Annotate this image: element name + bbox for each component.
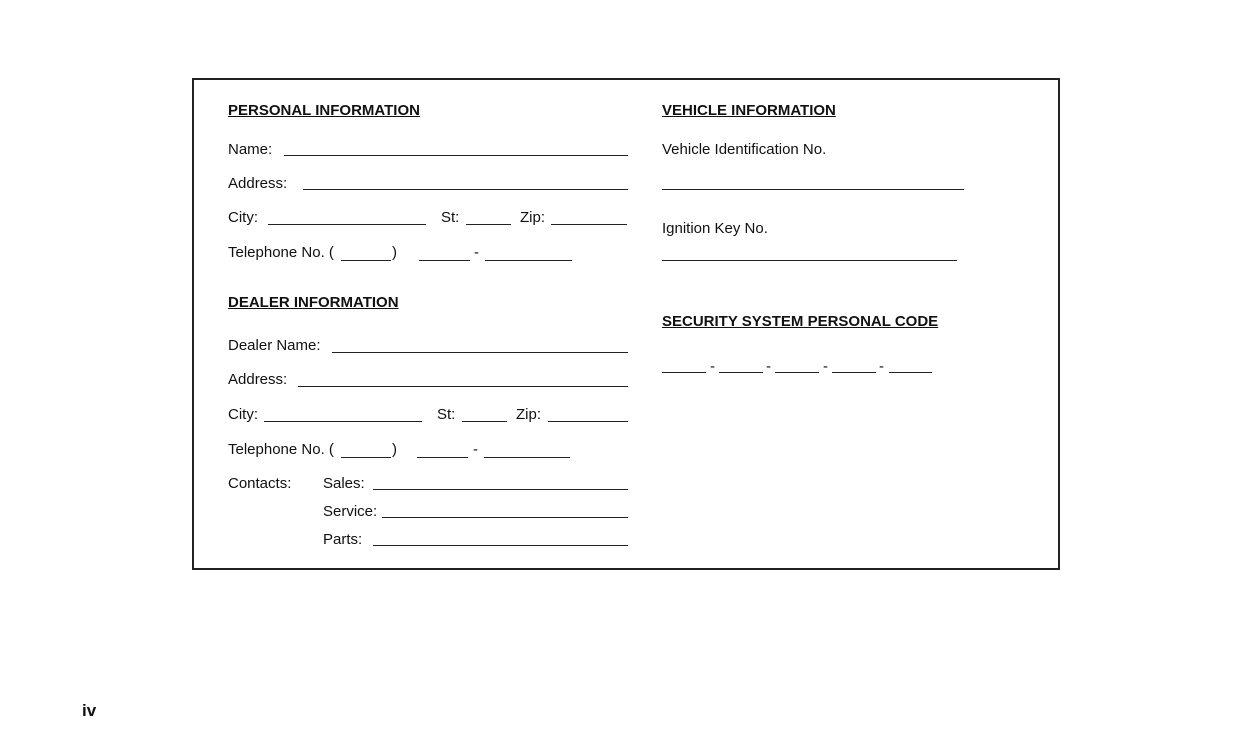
page-number: iv — [82, 701, 97, 720]
security-code-digit-1[interactable] — [662, 372, 706, 373]
security-code-dash-2: - — [766, 358, 771, 375]
dealer-phone-prefix-field[interactable] — [417, 457, 468, 458]
security-code-dash-4: - — [879, 358, 884, 375]
dealer-zip-field[interactable] — [548, 421, 628, 422]
dealer-phone-area-field[interactable] — [341, 457, 391, 458]
personal-phone-line-field[interactable] — [485, 260, 572, 261]
dealer-address-label: Address: — [228, 371, 288, 388]
security-code-digit-3[interactable] — [775, 372, 819, 373]
dealer-contacts-label: Contacts: — [228, 475, 292, 492]
personal-address-label: Address: — [228, 175, 288, 192]
personal-info-heading: PERSONAL INFORMATION — [228, 102, 420, 119]
dealer-address-field[interactable] — [298, 386, 628, 387]
vehicle-info-heading: VEHICLE INFORMATION — [662, 102, 836, 119]
dealer-name-label: Dealer Name: — [228, 337, 321, 354]
dealer-service-label: Service: — [323, 503, 378, 520]
ignition-key-label: Ignition Key No. — [662, 220, 768, 237]
personal-zip-field[interactable] — [551, 224, 627, 225]
dealer-st-label: St: — [437, 406, 456, 423]
security-code-heading: SECURITY SYSTEM PERSONAL CODE — [662, 313, 939, 330]
dealer-phone-label: Telephone No. ( — [228, 441, 334, 458]
personal-phone-dash: - — [474, 244, 479, 261]
personal-name-label: Name: — [228, 141, 273, 158]
ignition-key-field[interactable] — [662, 260, 957, 261]
dealer-city-label: City: — [228, 406, 258, 423]
personal-phone-prefix-field[interactable] — [419, 260, 470, 261]
dealer-phone-close-paren: ) — [392, 441, 397, 458]
dealer-service-field[interactable] — [382, 517, 628, 518]
personal-phone-close-paren: ) — [392, 244, 397, 261]
dealer-city-field[interactable] — [264, 421, 422, 422]
dealer-sales-label: Sales: — [323, 475, 365, 492]
dealer-parts-label: Parts: — [323, 531, 363, 548]
vin-field[interactable] — [662, 189, 964, 190]
personal-zip-label: Zip: — [520, 209, 546, 226]
security-code-digit-5[interactable] — [889, 372, 932, 373]
dealer-st-field[interactable] — [462, 421, 507, 422]
security-code-digit-2[interactable] — [719, 372, 763, 373]
dealer-name-field[interactable] — [332, 352, 628, 353]
personal-city-label: City: — [228, 209, 258, 226]
security-code-dash-3: - — [823, 358, 828, 375]
personal-address-field[interactable] — [303, 189, 628, 190]
personal-st-field[interactable] — [466, 224, 511, 225]
dealer-phone-dash: - — [473, 441, 478, 458]
personal-phone-area-field[interactable] — [341, 260, 391, 261]
personal-name-field[interactable] — [284, 155, 628, 156]
security-code-dash-1: - — [710, 358, 715, 375]
personal-phone-label: Telephone No. ( — [228, 244, 334, 261]
security-code-digit-4[interactable] — [832, 372, 876, 373]
dealer-phone-line-field[interactable] — [484, 457, 570, 458]
personal-st-label: St: — [441, 209, 460, 226]
vin-label: Vehicle Identification No. — [662, 141, 827, 158]
dealer-sales-field[interactable] — [373, 489, 628, 490]
dealer-parts-field[interactable] — [373, 545, 628, 546]
personal-city-field[interactable] — [268, 224, 426, 225]
dealer-info-heading: DEALER INFORMATION — [228, 294, 399, 311]
dealer-zip-label: Zip: — [516, 406, 542, 423]
